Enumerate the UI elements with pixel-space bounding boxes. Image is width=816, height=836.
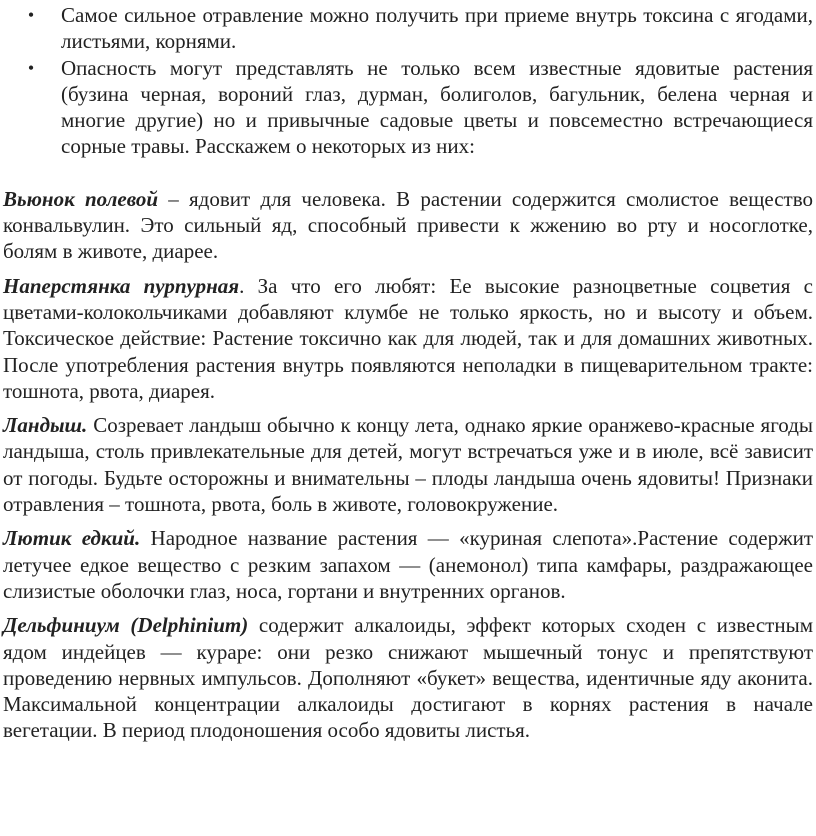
plant-description: – ядовит для человека. В растении содержится смолистое вещество конвальвулин. Это сильный яд, способный привести к жжению во рту и носоглотке, болям в животе, диарее.	[3, 186, 814, 264]
intro-bullet-list	[3, 2, 813, 160]
bullet-item	[27, 55, 813, 160]
plant-name: Дельфиниум (Delphinium)	[3, 613, 249, 638]
plant-description: . За что его любят: Ее высокие разноцветные соцветия с цветами-колокольчиками добавляют клумбе не только яркость, но и высоту и объем. Токсическое действие: Растение токсично как для людей, так и для домашних животных. После употребления растения внутрь появляются неполадки в пищеварительном тракте: тошнота, рвота, диарея.	[3, 273, 813, 403]
bullet-icon: •	[27, 5, 35, 25]
plant-paragraph-foxglove	[3, 273, 813, 404]
plant-description: Народное название растения — «куриная слепота».Растение содержит летучее едкое вещество с резким запахом — (анемонол) типа камфары, раздражающее слизистые оболочки глаз, носа, гортани и внутренних органов.	[3, 526, 813, 603]
plant-paragraph-bindweed	[3, 186, 813, 265]
bullet-text: Опасность могут представлять не только всем известные ядовитые растения (бузина черная, вороний глаз, дурман, болиголов, багульник, белена черная и многие другие) но и привычные садовые цветы и повсеместно встречающиеся сорные травы. Расскажем о некоторых из них:	[61, 55, 813, 159]
plant-description: содержит алкалоиды, эффект которых сходен с известным ядом индейцев — кураре: они резко снижают мышечный тонус и препятствуют проведению нервных импульсов. Дополняют «букет» вещества, идентичные яду аконита. Максимальной концентрации алкалоиды достигают в корнях растения в начале вегетации. В период плодоношения особо ядовиты листья.	[3, 613, 813, 743]
bullet-icon: •	[27, 57, 35, 78]
plant-name: Лютик едкий.	[3, 526, 141, 551]
plant-description: Созревает ландыш обычно к концу лета, однако яркие оранжево-красные ягоды ландыша, столь привлекательные для детей, могут встречаться уже и в июле, всё зависит от погоды. Будьте осторожны и внимательны – плоды ландыша очень ядовиты! Признаки отравления – тошнота, рвота, боль в животе, головокружение.	[3, 413, 813, 517]
plant-paragraph-buttercup	[3, 525, 813, 604]
plant-name: Вьюнок полевой	[3, 186, 159, 211]
plant-paragraph-delphinium	[3, 612, 813, 743]
plant-name: Ландыш.	[3, 413, 88, 438]
plant-name: Наперстянка пурпурная	[3, 273, 240, 298]
bullet-item	[27, 2, 813, 55]
plant-paragraph-lily-of-the-valley	[3, 412, 813, 517]
bullet-text: Самое сильное отравление можно получить при приеме внутрь токсина с ягодами, листьями, корнями.	[61, 3, 813, 54]
